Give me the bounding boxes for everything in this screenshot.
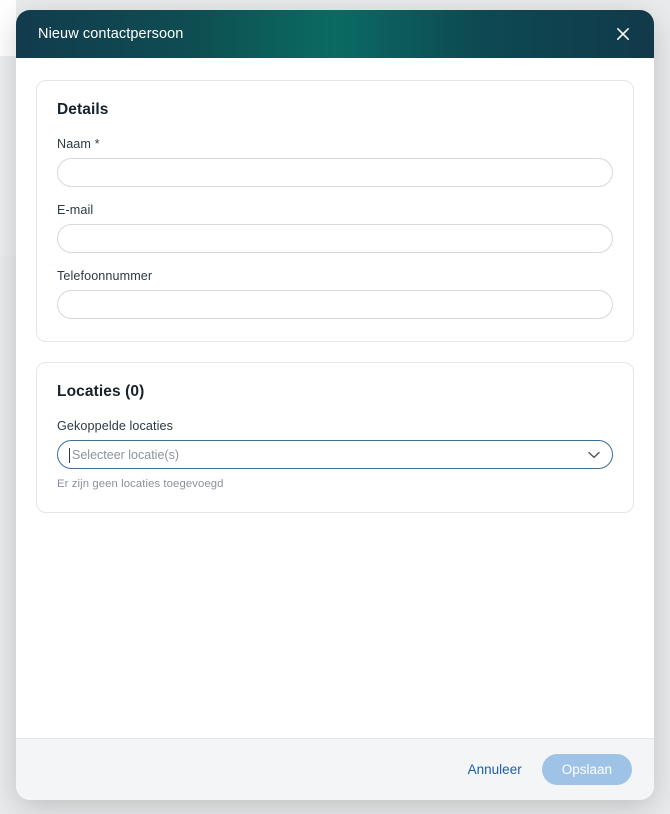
chevron-down-icon xyxy=(588,448,600,462)
field-email xyxy=(57,203,613,253)
close-icon[interactable] xyxy=(610,21,636,47)
locations-helper-text: Er zijn geen locaties toegevoegd xyxy=(57,478,224,490)
page-title: Nieuw contactpersoon xyxy=(38,26,184,42)
field-label-email: E-mail xyxy=(57,203,94,217)
field-label-gekoppelde-locaties: Gekoppelde locaties xyxy=(57,419,174,433)
details-card-title: Details xyxy=(57,101,109,118)
locations-select-placeholder: Selecteer locatie(s) xyxy=(72,447,179,462)
modal-header xyxy=(16,10,654,58)
email-input[interactable] xyxy=(57,224,613,253)
field-telefoonnummer xyxy=(57,269,613,319)
field-label-naam: Naam * xyxy=(57,137,100,151)
field-gekoppelde-locaties xyxy=(57,419,613,490)
cancel-button[interactable]: Annuleer xyxy=(462,756,528,783)
new-contact-modal xyxy=(16,10,654,800)
modal-footer xyxy=(16,738,654,800)
background-panel-top xyxy=(0,0,16,56)
field-naam xyxy=(57,137,613,187)
background-panel-left xyxy=(0,56,16,256)
locations-card-title: Locaties (0) xyxy=(57,383,145,400)
locations-select-wrapper xyxy=(57,440,613,469)
details-card xyxy=(36,80,634,342)
naam-input[interactable] xyxy=(57,158,613,187)
locations-select[interactable] xyxy=(57,440,613,469)
modal-body xyxy=(16,58,654,738)
save-button[interactable]: Opslaan xyxy=(542,754,632,785)
text-cursor xyxy=(69,448,70,463)
field-label-telefoonnummer: Telefoonnummer xyxy=(57,269,153,283)
telefoonnummer-input[interactable] xyxy=(57,290,613,319)
locations-card xyxy=(36,362,634,513)
